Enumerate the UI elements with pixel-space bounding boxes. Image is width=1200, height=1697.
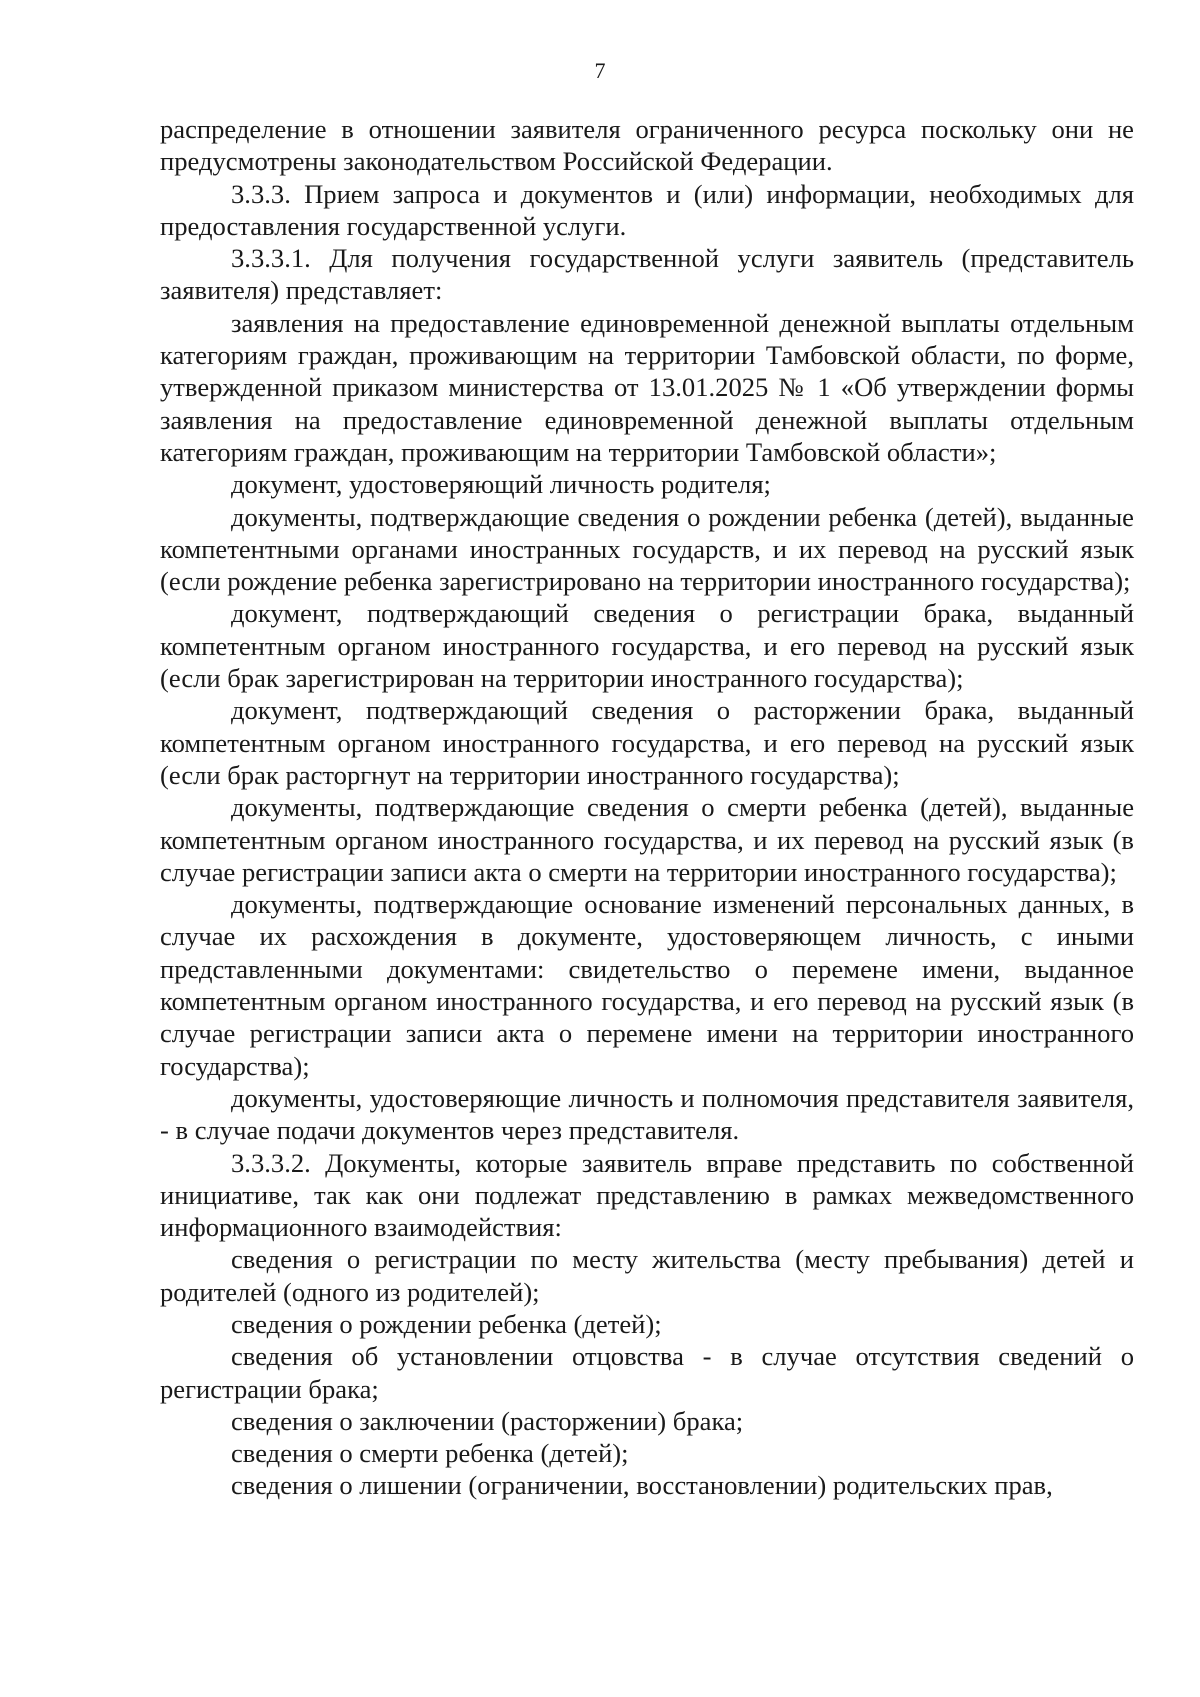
paragraph: документы, подтверждающие сведения о рождении ребенка (детей), выданные компетентными органами иностранных государств, и их перевод на русский язык (если рождение ребенка зарегистрировано на территории иностранного государства); [160,501,1134,597]
page-number: 7 [594,58,606,83]
paragraph: 3.3.3.1. Для получения государственной услуги заявитель (представитель заявителя) представляет: [160,243,1134,306]
paragraph: документ, удостоверяющий личность родителя; [231,469,771,500]
paragraph: заявления на предоставление единовременной денежной выплаты отдельным категориям граждан, проживающим на территории Тамбовской области, по форме, утвержденной приказом министерства от 13.01.2025 № 1 «Об утверждении формы заявления на предоставление единовременной денежной выплаты отдельным категориям граждан, проживающим на территории Тамбовской области»; [160,307,1134,467]
document-body [160,113,1134,1502]
paragraph: сведения о регистрации по месту жительства (месту пребывания) детей и родителей (одного из родителей); [160,1244,1134,1307]
paragraph: сведения об установлении отцовства - в случае отсутствия сведений о регистрации брака; [160,1341,1134,1404]
paragraph: сведения о смерти ребенка (детей); [231,1438,629,1469]
paragraph: документы, подтверждающие сведения о смерти ребенка (детей), выданные компетентным органом иностранного государства, и их перевод на русский язык (в случае регистрации записи акта о смерти на территории иностранного государства); [160,792,1134,887]
paragraph: 3.3.3. Прием запроса и документов и (или) информации, необходимых для предоставления государственной услуги. [160,178,1134,241]
paragraph: сведения о лишении (ограничении, восстановлении) родительских прав, [231,1470,1053,1501]
paragraph: сведения о рождении ребенка (детей); [231,1308,662,1339]
paragraph: распределение в отношении заявителя ограниченного ресурса поскольку они не предусмотрены законодательством Российской Федерации. [160,114,1134,177]
paragraph: документ, подтверждающий сведения о расторжении брака, выданный компетентным органом иностранного государства, и его перевод на русский язык (если брак расторгнут на территории иностранного государства); [160,695,1134,790]
paragraph: сведения о заключении (расторжении) брака; [231,1405,744,1436]
paragraph: документы, удостоверяющие личность и полномочия представителя заявителя, - в случае подачи документов через представителя. [160,1082,1134,1146]
paragraph: документ, подтверждающий сведения о регистрации брака, выданный компетентным органом иностранного государства, и его перевод на русский язык (если брак зарегистрирован на территории иностранного государства); [160,598,1134,694]
paragraph: 3.3.3.2. Документы, которые заявитель вправе представить по собственной инициативе, так как они подлежат представлению в рамках межведомственного информационного взаимодействия: [160,1147,1134,1243]
paragraph: документы, подтверждающие основание изменений персональных данных, в случае их расхождения в документе, удостоверяющем личность, с иными представленными документами: свидетельство о перемене имени, выданное компетентным органом иностранного государства, и его перевод на русский язык (в случае регистрации записи акта о перемене имени на территории иностранного государства); [160,889,1134,1081]
